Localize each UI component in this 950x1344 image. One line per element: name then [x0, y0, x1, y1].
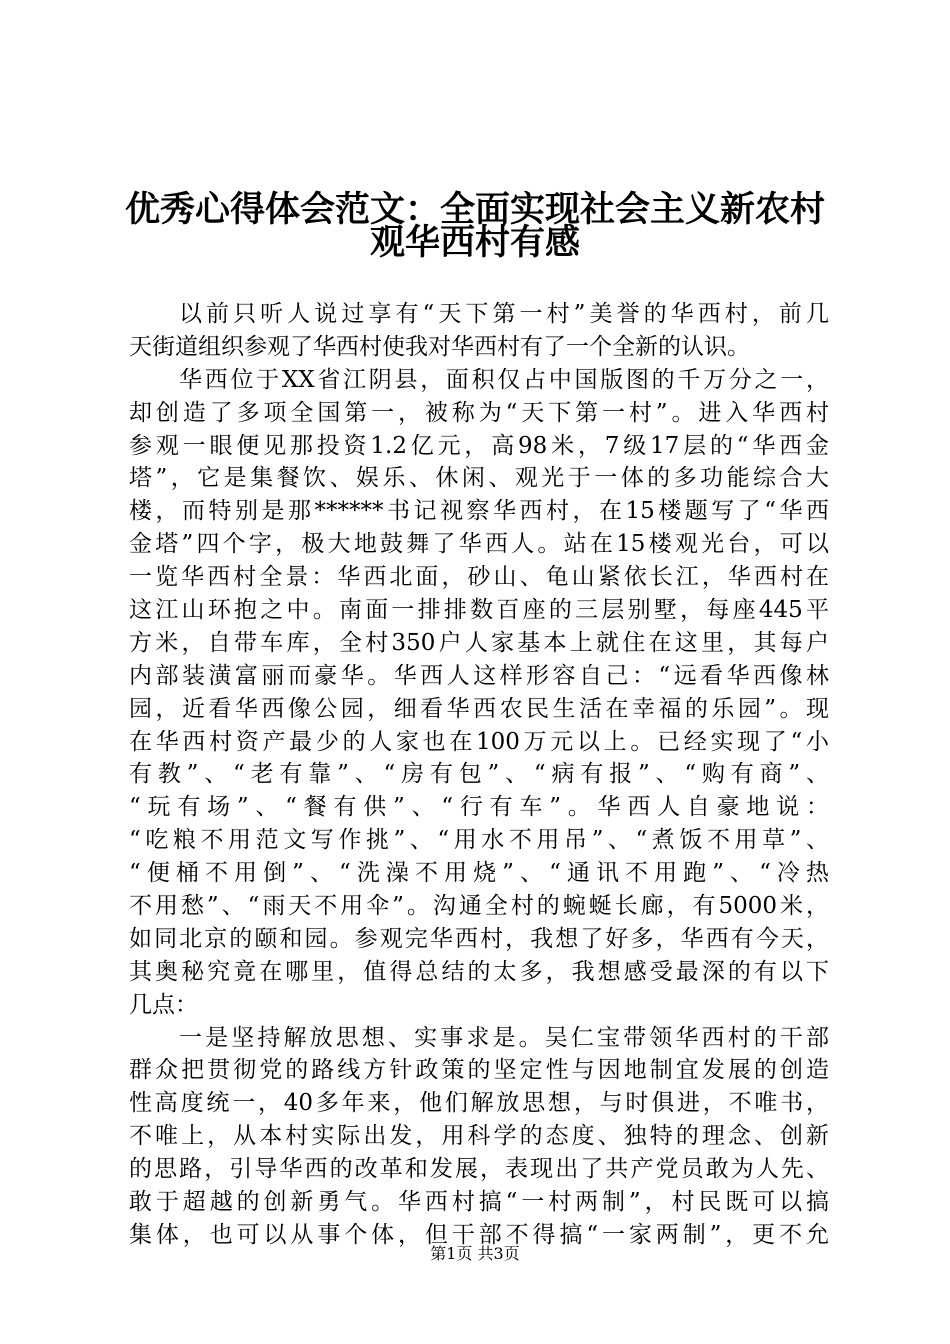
body-line: 内部装潢富丽而豪华。华西人这样形容自己：“远看华西像林 — [129, 662, 829, 689]
body-line: “吃粮不用范文写作挑”、“用水不用吊”、“煮饭不用草”、 — [129, 827, 829, 854]
body-line: 在华西村资产最少的人家也在100万元以上。已经实现了“小 — [129, 728, 829, 755]
body-line: 敢于超越的创新勇气。华西村搞“一村两制”，村民既可以搞 — [129, 1189, 829, 1216]
body-line: 这江山环抱之中。南面一排排数百座的三层别墅，每座445平 — [129, 597, 829, 624]
body-line: 其奥秘究竟在哪里，值得总结的太多，我想感受最深的有以下 — [129, 958, 829, 985]
body-line: 天街道组织参观了华西村使我对华西村有了一个全新的认识。 — [129, 333, 750, 360]
body-line: 园，近看华西像公园，细看华西农民生活在幸福的乐园”。现 — [129, 695, 829, 722]
body-line: 华西位于XX省江阴县，面积仅占中国版图的千万分之一， — [179, 366, 829, 393]
body-line: 楼，而特别是那******书记视察华西村，在15楼题写了“华西 — [129, 498, 829, 525]
body-line: 以前只听人说过享有“天下第一村”美誉的华西村，前几 — [179, 301, 829, 327]
body-line: 有教”、“老有靠”、“房有包”、“病有报”、“购有商”、 — [129, 761, 829, 788]
body-line: 却创造了多项全国第一，被称为“天下第一村”。进入华西村 — [129, 399, 829, 426]
body-line: 一是坚持解放思想、实事求是。吴仁宝带领华西村的干部 — [179, 1024, 829, 1051]
body-line: 不用愁”、“雨天不用伞”。沟通全村的蜿蜒长廊，有5000米， — [129, 893, 829, 920]
body-line: “便桶不用倒”、“洗澡不用烧”、“通讯不用跑”、“冷热 — [129, 860, 829, 887]
body-line: 方米，自带车库，全村350户人家基本上就住在这里，其每户 — [129, 629, 829, 656]
body-line: 集体，也可以从事个体，但干部不得搞“一家两制”，更不允 — [129, 1221, 829, 1248]
document-title-line-1: 优秀心得体会范文：全面实现社会主义新农村 — [124, 189, 825, 230]
body-line: 如同北京的颐和园。参观完华西村，我想了好多，华西有今天， — [129, 925, 829, 952]
page-footer: 第1页 共3页 — [430, 1244, 520, 1263]
body-line: 群众把贯彻党的路线方针政策的坚定性与因地制宜发展的创造 — [129, 1057, 829, 1084]
body-line: 不唯上，从本村实际出发，用科学的态度、独特的理念、创新 — [129, 1123, 829, 1150]
body-line: 塔”，它是集餐饮、娱乐、休闲、观光于一体的多功能综合大 — [129, 465, 829, 492]
body-line: 性高度统一，40多年来，他们解放思想，与时俱进，不唯书， — [129, 1090, 829, 1117]
body-line: 金塔”四个字，极大地鼓舞了华西人。站在15楼观光台，可以 — [129, 531, 829, 558]
body-line: “玩有场”、“餐有供”、“行有车”。华西人自豪地说： — [129, 794, 829, 821]
body-line: 参观一眼便见那投资1.2亿元，高98米，7级17层的“华西金 — [129, 432, 829, 459]
document-body — [129, 298, 829, 1252]
body-line: 几点： — [129, 991, 198, 1018]
body-line: 一览华西村全景：华西北面，砂山、龟山紧依长江，华西村在 — [129, 564, 829, 591]
document-title-line-2: 观华西村有感 — [369, 222, 580, 263]
body-line: 的思路，引导华西的改革和发展，表现出了共产党员敢为人先、 — [129, 1156, 829, 1183]
